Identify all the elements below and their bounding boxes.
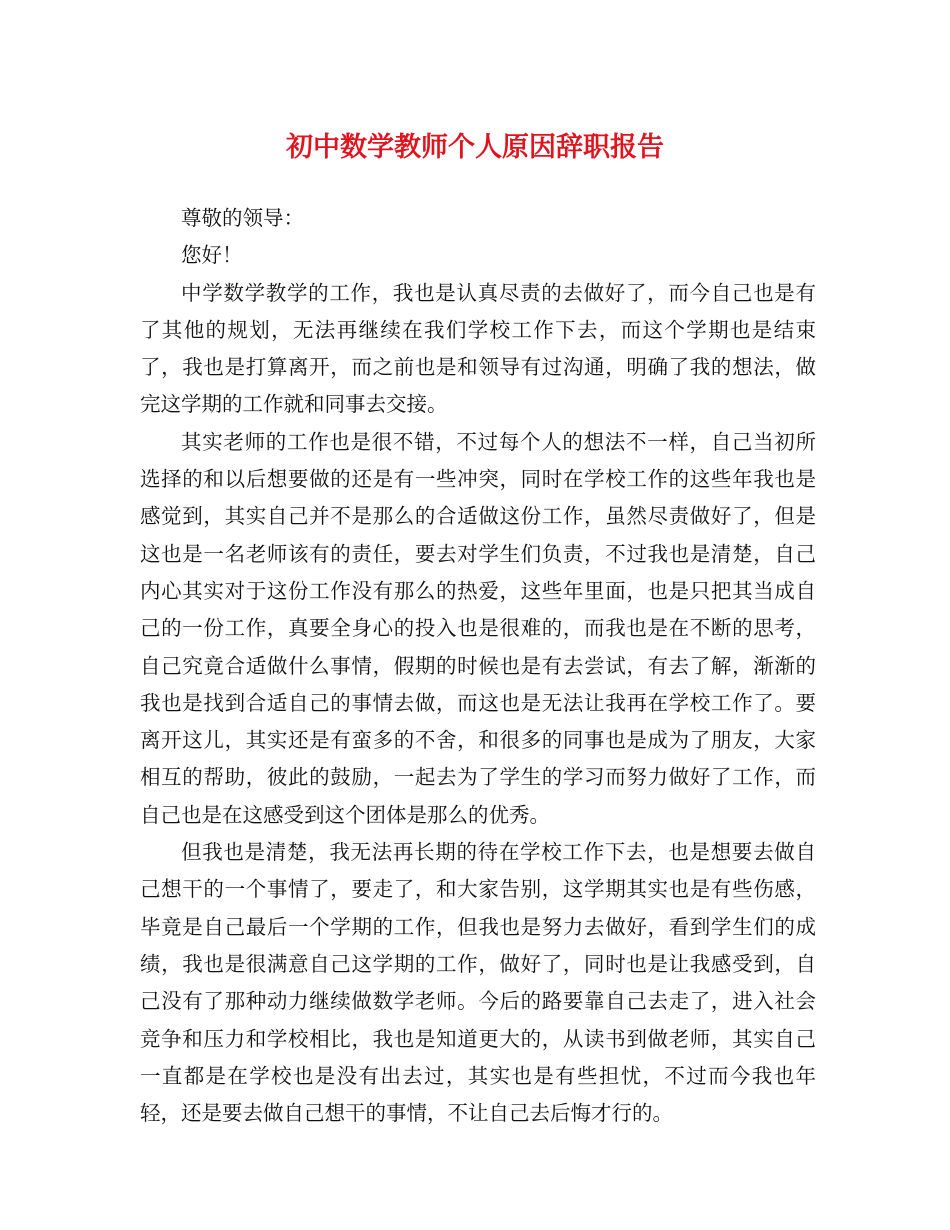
paragraph-2: 其实老师的工作也是很不错，不过每个人的想法不一样，自己当初所选择的和以后想要做的还是有一些冲突，同时在学校工作的这些年我也是感觉到，其实自己并不是那么的合适做这份工作，虽然尽责做好了，但是这也是一名老师该有的责任，要去对学生们负责，不过我也是清楚，自己内心其实对于这份工作没有那么的热爱，这些年里面，也是只把其当成自己的一份工作，真要全身心的投入也是很难的，而我也是在不断的思考，自己究竟合适做什么事情，假期的时候也是有去尝试，有去了解，渐渐的我也是找到合适自己的事情去做，而这也是无法让我再在学校工作了。要离开这儿，其实还是有蛮多的不舍，和很多的同事也是成为了朋友，大家相互的帮助，彼此的鼓励，一起去为了学生的学习而努力做好了工作，而自己也是在这感受到这个团体是那么的优秀。 <box>140 429 816 827</box>
greeting: 您好！ <box>181 243 243 268</box>
document-body <box>140 200 816 1132</box>
salutation: 尊敬的领导： <box>181 206 304 230</box>
paragraph-1: 中学数学教学的工作，我也是认真尽责的去做好了，而今自己也是有了其他的规划，无法再继续在我们学校工作下去，而这个学期也是结束了，我也是打算离开，而之前也是和领导有过沟通，明确了我的想法，做完这学期的工作就和同事去交接。 <box>140 280 816 417</box>
document-title: 初中数学教师个人原因辞职报告 <box>286 132 664 163</box>
paragraph-3: 但我也是清楚，我无法再长期的待在学校工作下去，也是想要去做自己想干的一个事情了，要走了，和大家告别，这学期其实也是有些伤感，毕竟是自己最后一个学期的工作，但我也是努力去做好，看到学生们的成绩，我也是很满意自己这学期的工作，做好了，同时也是让我感受到，自己没有了那种动力继续做数学老师。今后的路要靠自己去走了，进入社会竞争和压力和学校相比，我也是知道更大的，从读书到做老师，其实自己一直都是在学校也是没有出去过，其实也是有些担忧，不过而今我也年轻，还是要去做自己想干的事情，不让自己去后悔才行的。 <box>140 840 816 1126</box>
